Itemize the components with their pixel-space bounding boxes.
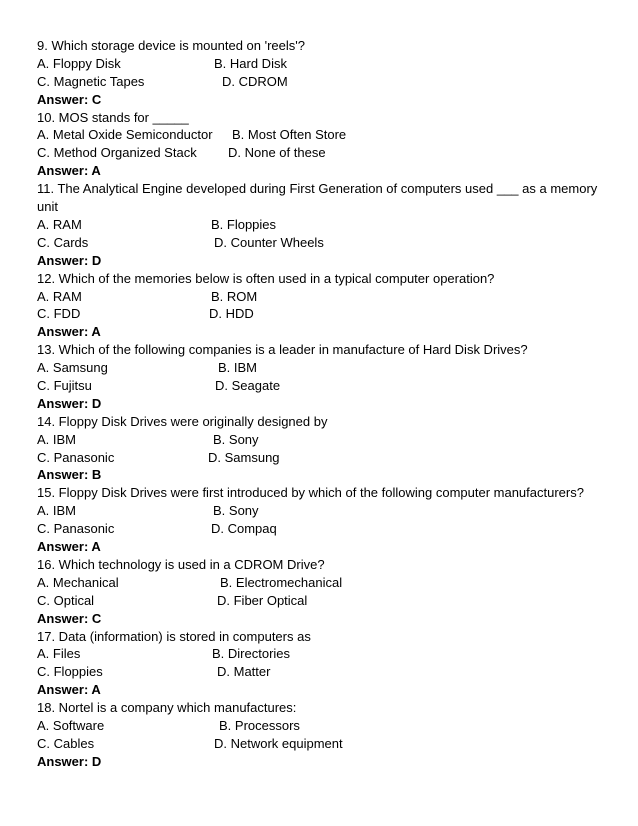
answer-13: Answer: D bbox=[37, 395, 102, 411]
option-row bbox=[37, 449, 607, 467]
question-14: 14. Floppy Disk Drives were originally designed by bbox=[37, 413, 328, 429]
option-d: D. Samsung bbox=[208, 449, 280, 465]
option-b: B. Electromechanical bbox=[220, 574, 343, 590]
option-a: A. Software bbox=[37, 718, 105, 734]
option-row bbox=[37, 144, 607, 162]
question-18: 18. Nortel is a company which manufactures: bbox=[37, 700, 297, 716]
option-row bbox=[37, 735, 607, 753]
option-row bbox=[37, 359, 607, 377]
question-12: 12. Which of the memories below is often used in a typical computer operation? bbox=[37, 270, 495, 286]
option-c: C. Panasonic bbox=[37, 521, 115, 537]
option-a: A. Files bbox=[37, 646, 81, 662]
option-b: B. Sony bbox=[213, 431, 259, 447]
option-a: A. IBM bbox=[37, 431, 77, 447]
option-b: B. Hard Disk bbox=[214, 55, 287, 71]
option-row bbox=[37, 234, 607, 252]
option-row bbox=[37, 717, 607, 735]
option-row bbox=[37, 592, 607, 610]
question-10: 10. MOS stands for _____ bbox=[37, 109, 189, 125]
option-row bbox=[37, 645, 607, 663]
option-a: A. RAM bbox=[37, 216, 82, 232]
option-row bbox=[37, 431, 607, 449]
option-c: C. Floppies bbox=[37, 664, 103, 680]
option-b: B. ROM bbox=[211, 288, 258, 304]
option-row bbox=[37, 73, 607, 91]
option-d: D. Seagate bbox=[215, 378, 281, 394]
question-15: 15. Floppy Disk Drives were first introduced by which of the following computer manufacturers? bbox=[37, 485, 584, 501]
option-row bbox=[37, 574, 607, 592]
option-c: C. Panasonic bbox=[37, 449, 115, 465]
option-row bbox=[37, 377, 607, 395]
option-c: C. FDD bbox=[37, 306, 81, 322]
option-a: A. Floppy Disk bbox=[37, 55, 121, 71]
option-d: D. Compaq bbox=[211, 521, 277, 537]
option-a: A. RAM bbox=[37, 288, 82, 304]
option-row bbox=[37, 126, 607, 144]
option-c: C. Cards bbox=[37, 234, 89, 250]
option-c: C. Magnetic Tapes bbox=[37, 73, 145, 89]
option-b: B. IBM bbox=[218, 360, 258, 376]
answer-17: Answer: A bbox=[37, 682, 101, 698]
option-row bbox=[37, 305, 607, 323]
answer-16: Answer: C bbox=[37, 610, 102, 626]
answer-10: Answer: A bbox=[37, 163, 101, 179]
answer-18: Answer: D bbox=[37, 753, 102, 769]
option-row bbox=[37, 663, 607, 681]
option-b: B. Processors bbox=[219, 718, 300, 734]
option-a: A. Mechanical bbox=[37, 574, 119, 590]
question-11: 11. The Analytical Engine developed during First Generation of computers used ___ as a memory unit bbox=[37, 181, 598, 215]
option-d: D. Counter Wheels bbox=[214, 234, 324, 250]
answer-11: Answer: D bbox=[37, 252, 102, 268]
option-row bbox=[37, 216, 607, 234]
option-d: D. CDROM bbox=[222, 73, 288, 89]
option-row bbox=[37, 288, 607, 306]
answer-14: Answer: B bbox=[37, 467, 102, 483]
quiz-page bbox=[37, 37, 607, 771]
answer-9: Answer: C bbox=[37, 91, 102, 107]
option-b: B. Sony bbox=[213, 503, 259, 519]
option-row bbox=[37, 502, 607, 520]
question-17: 17. Data (information) is stored in computers as bbox=[37, 628, 311, 644]
option-b: B. Most Often Store bbox=[232, 127, 347, 143]
option-d: D. Matter bbox=[217, 664, 271, 680]
option-row bbox=[37, 520, 607, 538]
option-d: D. HDD bbox=[209, 306, 254, 322]
option-c: C. Cables bbox=[37, 735, 95, 751]
option-b: B. Directories bbox=[212, 646, 291, 662]
option-a: A. Samsung bbox=[37, 360, 108, 376]
option-d: D. Network equipment bbox=[214, 735, 343, 751]
option-d: D. None of these bbox=[228, 145, 326, 161]
option-c: C. Fujitsu bbox=[37, 378, 92, 394]
option-c: C. Optical bbox=[37, 592, 95, 608]
option-d: D. Fiber Optical bbox=[217, 592, 308, 608]
option-row bbox=[37, 55, 607, 73]
option-c: C. Method Organized Stack bbox=[37, 145, 197, 161]
option-a: A. IBM bbox=[37, 503, 77, 519]
option-b: B. Floppies bbox=[211, 216, 277, 232]
question-9: 9. Which storage device is mounted on 'reels'? bbox=[37, 38, 305, 53]
answer-15: Answer: A bbox=[37, 539, 101, 555]
answer-12: Answer: A bbox=[37, 324, 101, 340]
option-a: A. Metal Oxide Semiconductor bbox=[37, 127, 213, 143]
question-13: 13. Which of the following companies is a leader in manufacture of Hard Disk Drives? bbox=[37, 342, 528, 358]
question-16: 16. Which technology is used in a CDROM Drive? bbox=[37, 556, 325, 572]
